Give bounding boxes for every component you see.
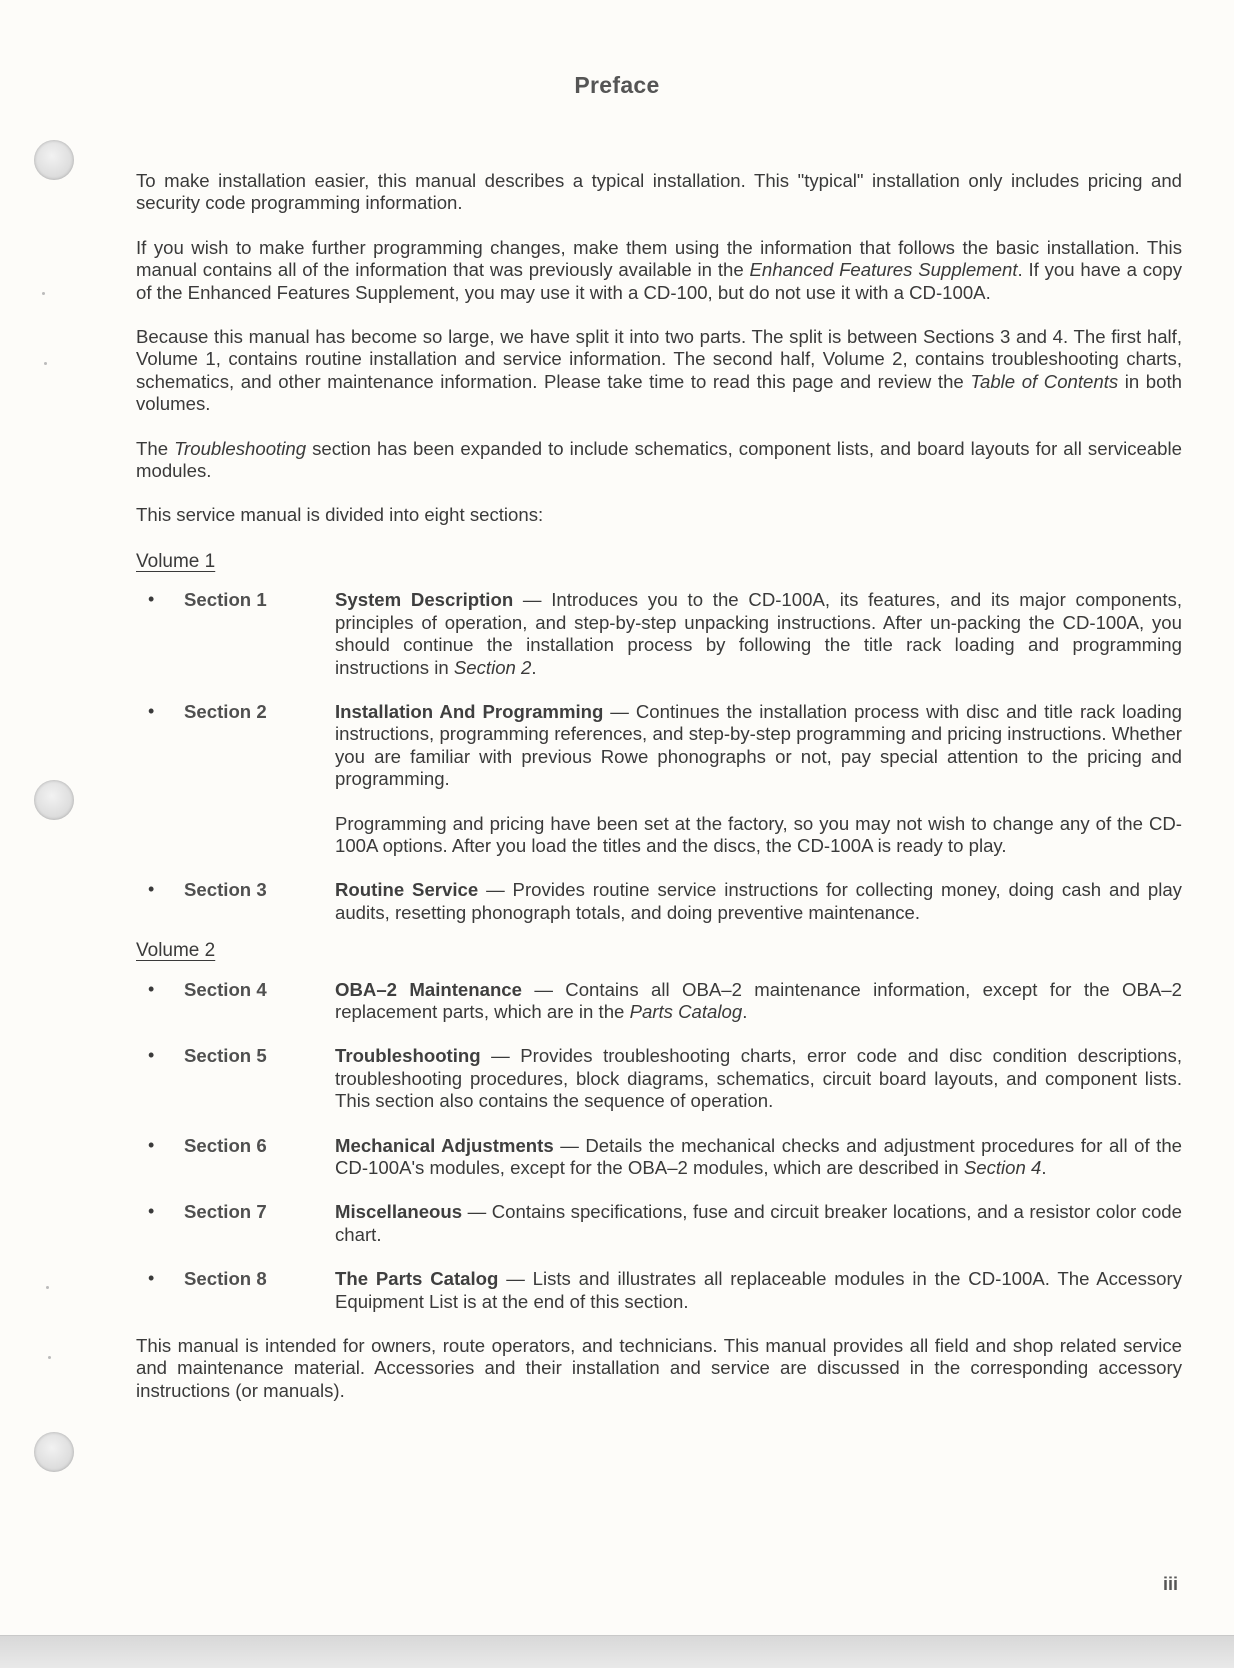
- italic-title: Table of Contents: [970, 370, 1119, 392]
- section-description: [335, 979, 1182, 1024]
- section-8-entry: [136, 1268, 1182, 1313]
- text-run: — Lists and illustrates all replaceable modules in the CD-100A. The Accessory Equipment List is at the end of this section.: [335, 1268, 1182, 1312]
- section-label: Section 8: [184, 1268, 267, 1290]
- page-number: iii: [1162, 1574, 1178, 1594]
- section-3-entry: [136, 879, 1182, 924]
- section-description: [335, 1045, 1182, 1112]
- section-heading: Installation And Programming: [335, 700, 604, 722]
- section-description: [335, 879, 1182, 924]
- text-run: — Contains all OBA–2 maintenance information, except for the OBA–2 replacement parts, which are in the: [335, 978, 1182, 1022]
- section-1-entry: [136, 589, 1182, 679]
- section-description-extra: Programming and pricing have been set at the factory, so you may not wish to change any of the CD-100A options. After you load the titles and the discs, the CD-100A is ready to play.: [335, 812, 1182, 856]
- section-label: Section 6: [184, 1134, 267, 1156]
- text-run: .: [531, 656, 537, 678]
- paper-speck: [46, 1286, 49, 1289]
- preface-body: [136, 170, 1182, 1424]
- intro-paragraph-3: [136, 326, 1182, 416]
- section-label: Section 3: [184, 879, 267, 901]
- intro-paragraph-5: This service manual is divided into eight sections:: [136, 504, 544, 526]
- bullet: •: [148, 1268, 155, 1289]
- section-description: [335, 1268, 1182, 1313]
- section-heading: OBA–2 Maintenance: [335, 978, 522, 1000]
- bullet: •: [148, 879, 155, 900]
- section-description: [335, 1135, 1182, 1180]
- section-heading: System Description: [335, 589, 514, 611]
- text-run: — Continues the installation process with disc and title rack loading instructions, programming references, and step-by-step programming and pricing instructions. Whether you are familiar with previous Rowe phonographs or not, pay special attention to the pricing and programming.: [335, 700, 1182, 790]
- text-run: .: [1041, 1157, 1047, 1178]
- closing-paragraph: This manual is intended for owners, route operators, and technicians. This manual provides all field and shop related service and maintenance material. Accessories and their installation and service are discussed in the corresponding accessory instructions (or manuals).: [136, 1335, 1182, 1401]
- paper-speck: [44, 362, 47, 365]
- scan-bottom-edge: [0, 1635, 1234, 1668]
- text-run: — Provides routine service instructions for collecting money, doing cash and play audits, resetting phonograph totals, and doing preventive maintenance.: [335, 879, 1182, 923]
- section-label: Section 4: [184, 978, 267, 1000]
- section-heading: Routine Service: [335, 879, 479, 901]
- intro-paragraph-1: To make installation easier, this manual describes a typical installation. This "typical" installation only includes pricing and security code programming information.: [136, 170, 1182, 214]
- section-7-entry: [136, 1201, 1182, 1246]
- text-run: . If you have a copy of the Enhanced Features Supplement, you may use it with a CD-100, but do not use it with a CD-100A.: [136, 259, 1183, 303]
- section-description: [335, 1201, 1182, 1246]
- section-4-entry: [136, 979, 1182, 1024]
- italic-reference: Section 2: [453, 656, 532, 678]
- intro-paragraph-2: [136, 237, 1182, 304]
- italic-reference: Section 4: [963, 1157, 1042, 1178]
- section-5-entry: [136, 1045, 1182, 1112]
- text-run: If you wish to make further programming changes, make them using the information that follows the basic installation. This manual contains all of the information that was previously available in the: [136, 236, 1182, 281]
- section-label: Section 2: [184, 700, 267, 722]
- italic-title: Troubleshooting: [174, 437, 307, 459]
- text-run: section has been expanded to include schematics, component lists, and board layouts for all serviceable modules.: [136, 437, 1182, 482]
- section-heading: Miscellaneous: [335, 1201, 463, 1223]
- page-title: Preface: [574, 72, 660, 98]
- section-label: Section 5: [184, 1045, 267, 1067]
- section-label: Section 7: [184, 1201, 267, 1223]
- bullet: •: [148, 700, 155, 721]
- text-run: — Introduces you to the CD-100A, its features, and its major components, principles of operation, and step-by-step unpacking instructions. After un-packing the CD-100A, you should continue the installation process by following the title rack loading and programming instructions in: [335, 589, 1182, 678]
- italic-title: Enhanced Features Supplement: [749, 259, 1018, 281]
- section-heading: Troubleshooting: [335, 1045, 481, 1067]
- bullet: •: [148, 1134, 155, 1155]
- volume-1-heading: Volume 1: [136, 550, 216, 572]
- binder-hole-middle: [34, 780, 74, 820]
- section-description: [335, 701, 1182, 791]
- paper-speck: [48, 1356, 51, 1359]
- bullet: •: [148, 1201, 155, 1222]
- section-heading: The Parts Catalog: [335, 1268, 499, 1290]
- text-run: Because this manual has become so large, we have split it into two parts. The split is between Sections 3 and 4. The first half, Volume 1, contains routine installation and service information. The second half, Volume 2, contains troubleshooting charts, schematics, and other maintenance information. Please take time to read this page and review the: [136, 326, 1182, 392]
- text-run: in both volumes.: [136, 370, 1182, 415]
- bullet: •: [148, 1045, 155, 1066]
- volume-2-heading: Volume 2: [136, 940, 216, 962]
- binder-hole-bottom: [34, 1432, 74, 1472]
- section-heading: Mechanical Adjustments: [335, 1134, 554, 1156]
- intro-paragraph-4: [136, 438, 1182, 483]
- section-6-entry: [136, 1135, 1182, 1180]
- section-label: Section 1: [184, 589, 267, 611]
- paper-speck: [42, 292, 45, 295]
- section-description: [335, 589, 1182, 679]
- binder-hole-top: [34, 140, 74, 180]
- text-run: — Details the mechanical checks and adjustment procedures for all of the CD-100A's modules, except for the OBA–2 modules, which are described in: [335, 1134, 1183, 1178]
- text-run: .: [742, 1000, 748, 1022]
- text-run: The: [136, 437, 175, 459]
- italic-reference: Parts Catalog: [629, 1000, 743, 1022]
- bullet: •: [148, 589, 155, 610]
- text-run: — Contains specifications, fuse and circuit breaker locations, and a resistor color code chart.: [335, 1201, 1182, 1245]
- section-2-entry: [136, 701, 1182, 857]
- bullet: •: [148, 978, 155, 999]
- text-run: — Provides troubleshooting charts, error code and disc condition descriptions, troubleshooting procedures, block diagrams, schematics, circuit board layouts, and component lists. This section also contains the sequence of operation.: [335, 1045, 1182, 1112]
